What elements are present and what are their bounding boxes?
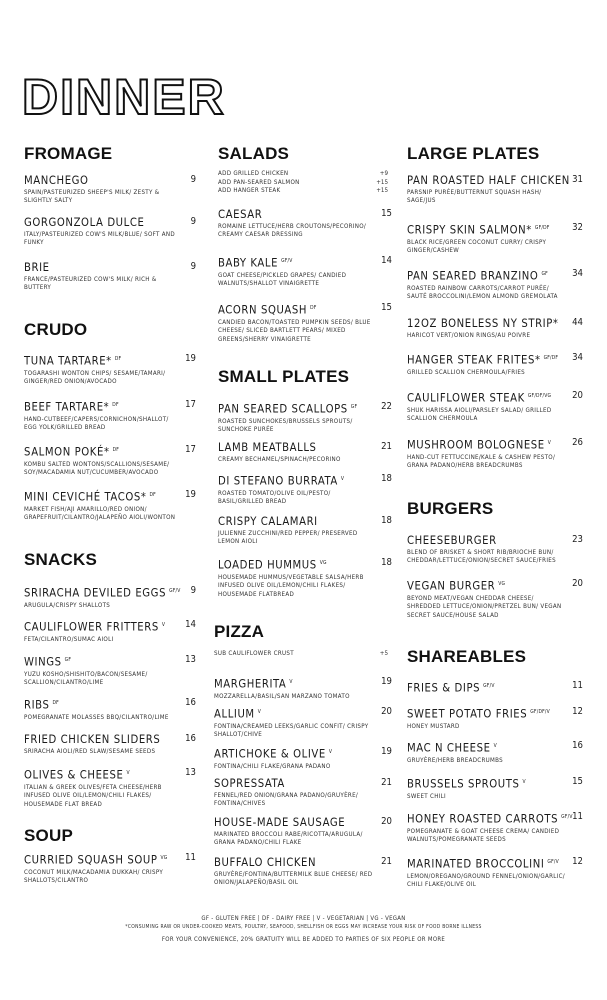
menu-item bbox=[24, 619, 196, 644]
menu-item-title: FRIES & DIPS bbox=[407, 681, 481, 695]
menu-item-price: 17 bbox=[185, 399, 196, 410]
menu-item-title: MANCHEGO bbox=[24, 174, 89, 187]
menu-item-description: BEYOND MEAT/VEGAN CHEDDAR CHEESE/ SHREDDED LETTUCE/ONION/PRETZEL BUN/ VEGAN SECRET SAUCE/HOUSE SALAD bbox=[407, 594, 562, 619]
dietary-tag: GF/V bbox=[483, 683, 495, 689]
menu-item bbox=[407, 680, 583, 695]
menu-item-description: PARSNIP PURÉE/BUTTERNUT SQUASH HASH/ SAGE/JUS bbox=[407, 189, 542, 205]
menu-item-price: 23 bbox=[572, 534, 583, 545]
menu-item-price: 11 bbox=[572, 811, 583, 822]
menu-item bbox=[214, 816, 392, 848]
menu-item bbox=[24, 174, 196, 206]
dietary-tag: V bbox=[547, 440, 552, 446]
section-heading-crudo: CRUDO bbox=[24, 320, 88, 339]
menu-item bbox=[214, 746, 392, 771]
menu-item bbox=[218, 441, 392, 464]
gratuity-note: FOR YOUR CONVENIENCE, 20% GRATUITY WILL BE ADDED TO PARTIES OF SIX PEOPLE OR MORE bbox=[161, 936, 446, 943]
menu-item-price: 16 bbox=[572, 740, 583, 751]
menu-item-description: FRANCE/PASTEURIZED COW'S MILK/ RICH & BUTTERY bbox=[24, 276, 157, 292]
menu-item-title: MARINATED BROCCOLINI bbox=[407, 857, 545, 871]
menu-item-title: BUFFALO CHICKEN bbox=[214, 856, 317, 869]
menu-item-title: HANGER STEAK FRITES* bbox=[407, 353, 541, 367]
menu-item-title: TUNA TARTARE* bbox=[24, 354, 112, 368]
menu-item bbox=[218, 255, 392, 289]
menu-item bbox=[407, 776, 583, 801]
menu-item-title: SALMON POKÉ* bbox=[24, 445, 110, 459]
menu-item-description: MARKET FISH/AJI AMARILLO/RED ONION/ GRAPEFRUIT/CILANTRO/JALAPEÑO AIOLI/WONTON bbox=[24, 505, 176, 522]
menu-item bbox=[407, 706, 583, 731]
menu-item-description: LEMON/OREGANO/GROUND FENNEL/ONION/GARLIC/ CHILI FLAKE/OLIVE OIL bbox=[407, 872, 565, 889]
menu-item-title: SOPRESSATA bbox=[214, 777, 285, 790]
dietary-tag: VG bbox=[319, 560, 327, 566]
dietary-tag: DF bbox=[52, 700, 59, 706]
menu-item-description: ITALY/PASTEURIZED COW'S MILK/BLUE/ SOFT AND FUNKY bbox=[24, 231, 175, 247]
menu-item-title: MUSHROOM BOLOGNESE bbox=[407, 438, 545, 452]
dietary-tag: GF/DF bbox=[543, 355, 559, 361]
menu-item bbox=[407, 222, 583, 256]
menu-item-price: 22 bbox=[381, 401, 392, 412]
dietary-tag: GF/DF/VG bbox=[527, 393, 552, 399]
menu-item-description: MOZZARELLA/BASIL/SAN MARZANO TOMATO bbox=[214, 692, 350, 700]
menu-item-title: MAC N CHEESE bbox=[407, 741, 491, 755]
menu-item-price: 34 bbox=[572, 352, 583, 363]
menu-item bbox=[407, 578, 583, 620]
menu-item-price: 16 bbox=[185, 733, 196, 744]
menu-item bbox=[218, 557, 392, 599]
menu-item-price: 21 bbox=[381, 777, 392, 788]
menu-item bbox=[24, 353, 196, 387]
menu-item-title: HONEY ROASTED CARROTS bbox=[407, 812, 559, 826]
menu-item bbox=[24, 444, 196, 478]
dietary-tag: GF/DF/V bbox=[530, 709, 550, 715]
menu-item-description: BLACK RICE/GREEN COCONUT CURRY/ CRISPY GINGER/CASHEW bbox=[407, 238, 547, 255]
menu-item-description: JULIENNE ZUCCHINI/RED PEPPER/ PRESERVED LEMON AIOLI bbox=[218, 530, 358, 546]
menu-item bbox=[407, 317, 583, 340]
menu-item-title: SRIRACHA DEVILED EGGS bbox=[24, 586, 167, 600]
section-heading-pizza: PIZZA bbox=[214, 622, 265, 641]
menu-item bbox=[218, 401, 392, 435]
menu-item bbox=[214, 777, 392, 809]
menu-item-description: GRUYÈRE/FONTINA/BUTTERMILK BLUE CHEESE/ RED ONION/JALAPEÑO/BASIL OIL bbox=[214, 871, 373, 887]
menu-item-description: FONTINA/CHILI FLAKE/GRANA PADANO bbox=[214, 762, 331, 770]
menu-item bbox=[218, 302, 392, 344]
dietary-tag: DF bbox=[114, 356, 122, 362]
menu-item-price: 9 bbox=[190, 174, 196, 185]
menu-item-price: 9 bbox=[190, 216, 196, 227]
menu-item-price: 34 bbox=[572, 268, 583, 279]
menu-item-price: 15 bbox=[381, 208, 392, 219]
menu-item-title: ALLIUM bbox=[214, 707, 255, 721]
dietary-legend: GF - GLUTEN FREE | DF - DAIRY FREE | V - VEGETARIAN | VG - VEGAN bbox=[201, 915, 406, 922]
menu-item-description: GRUYÈRE/HERB BREADCRUMBS bbox=[407, 756, 503, 764]
menu-item-description: TOGARASHI WONTON CHIPS/ SESAME/TAMARI/ GINGER/RED ONION/AVOCADO bbox=[24, 369, 166, 386]
dietary-tag: GF/V bbox=[169, 588, 181, 594]
raw-food-warning: *CONSUMING RAW OR UNDER-COOKED MEATS, POULTRY, SEAFOOD, SHELLFISH OR EGGS MAY INCREASE YOUR RISK OF FOOD BORNE ILLNESS bbox=[125, 924, 482, 930]
menu-item-price: 11 bbox=[572, 680, 583, 691]
salad-addon-steak: ADD HANGER STEAK bbox=[218, 187, 281, 194]
menu-item-title: GORGONZOLA DULCE bbox=[24, 216, 145, 229]
menu-item bbox=[218, 515, 392, 547]
menu-item-price: 20 bbox=[572, 578, 583, 589]
menu-item-title: CURRIED SQUASH SOUP bbox=[24, 853, 158, 867]
menu-item-description: GRILLED SCALLION CHERMOULA/FRIES bbox=[407, 368, 525, 376]
salad-addon-steak-price: +15 bbox=[376, 187, 388, 194]
menu-item bbox=[24, 654, 196, 688]
menu-item-description: HAND-CUT FETTUCCINE/KALE & CASHEW PESTO/ GRANA PADANO/HERB BREADCRUMBS bbox=[407, 453, 556, 470]
menu-item bbox=[24, 216, 196, 248]
menu-item bbox=[24, 767, 196, 809]
menu-item-description: ROMAINE LETTUCE/HERB CROUTONS/PECORINO/ CREAMY CAESAR DRESSING bbox=[218, 223, 367, 239]
dietary-tag: GF/V bbox=[561, 814, 573, 820]
menu-item bbox=[407, 390, 583, 424]
section-heading-fromage: FROMAGE bbox=[24, 144, 113, 163]
menu-item bbox=[214, 676, 392, 701]
dietary-tag: V bbox=[493, 743, 497, 749]
menu-item-description: HONEY MUSTARD bbox=[407, 722, 460, 730]
menu-item-price: 9 bbox=[190, 261, 196, 272]
pizza-addon-cauliflower-price: +5 bbox=[379, 650, 388, 657]
pizza-addon-cauliflower: SUB CAULIFLOWER CRUST bbox=[214, 650, 294, 657]
menu-item-price: 18 bbox=[381, 515, 392, 526]
dietary-tag: GF/DF bbox=[534, 225, 550, 231]
menu-item-description: COCONUT MILK/MACADAMIA DUKKAH/ CRISPY SHALLOTS/CILANTRO bbox=[24, 868, 164, 885]
menu-item-title: CRISPY SKIN SALMON* bbox=[407, 223, 532, 237]
dietary-tag: DF bbox=[112, 402, 119, 408]
menu-item-description: POMEGRANATE MOLASSES BBQ/CILANTRO/LIME bbox=[24, 713, 169, 721]
menu-item-price: 19 bbox=[185, 489, 196, 500]
dietary-tag: GF bbox=[64, 657, 72, 663]
menu-item-price: 18 bbox=[381, 473, 392, 484]
menu-title: DINNER bbox=[22, 69, 226, 125]
dietary-tag: DF bbox=[310, 305, 317, 311]
menu-item-price: 21 bbox=[381, 441, 392, 452]
menu-item-title: CHEESEBURGER bbox=[407, 534, 497, 547]
menu-item-price: 18 bbox=[381, 557, 392, 568]
section-heading-burgers: BURGERS bbox=[407, 499, 494, 518]
menu-item-title: MINI CEVICHÉ TACOS* bbox=[24, 490, 147, 504]
menu-item-title: PAN SEARED SCALLOPS bbox=[218, 402, 348, 416]
menu-item-price: 12 bbox=[572, 856, 583, 867]
menu-item-description: SRIRACHA AIOLI/RED SLAW/SESAME SEEDS bbox=[24, 748, 156, 755]
menu-item-title: PAN SEARED BRANZINO bbox=[407, 269, 539, 283]
menu-item bbox=[407, 268, 583, 302]
menu-item-price: 17 bbox=[185, 444, 196, 455]
salad-addon-salmon-price: +15 bbox=[376, 178, 388, 186]
menu-item bbox=[24, 585, 196, 610]
menu-item-title: HOUSE-MADE SAUSAGE bbox=[214, 816, 346, 829]
menu-item-price: 14 bbox=[381, 255, 392, 266]
menu-item-description: YUZU KOSHO/SHISHITO/BACON/SESAME/ SCALLION/CILANTRO/LIME bbox=[24, 670, 148, 687]
menu-item-title: BABY KALE bbox=[218, 256, 279, 270]
menu-item-title: RIBS bbox=[24, 698, 50, 712]
dietary-tag: VG bbox=[498, 581, 506, 587]
menu-item-price: 19 bbox=[185, 353, 196, 364]
section-heading-soup: SOUP bbox=[24, 826, 73, 845]
menu-item-title: BRIE bbox=[24, 261, 50, 274]
menu-item-price: 13 bbox=[185, 767, 196, 778]
menu-item-title: CAULIFLOWER FRITTERS bbox=[24, 620, 159, 634]
salad-addon-chicken: ADD GRILLED CHICKEN bbox=[218, 170, 289, 177]
menu-item-price: 12 bbox=[572, 706, 583, 717]
menu-item bbox=[407, 534, 583, 566]
dietary-tag: V bbox=[161, 622, 166, 628]
menu-item-description: FETA/CILANTRO/SUMAC AIOLI bbox=[24, 635, 114, 643]
menu-item-price: 21 bbox=[381, 856, 392, 867]
menu-item-price: 31 bbox=[572, 174, 583, 185]
menu-item-description: GOAT CHEESE/PICKLED GRAPES/ CANDIED WALNUTS/SHALLOT VINAIGRETTE bbox=[218, 271, 347, 288]
menu-item-price: 20 bbox=[381, 706, 392, 717]
menu-item-title: CRISPY CALAMARI bbox=[218, 515, 318, 528]
menu-item-title: 12OZ BONELESS NY STRIP* bbox=[407, 317, 559, 330]
dietary-tag: V bbox=[328, 749, 333, 755]
menu-item-price: 15 bbox=[381, 302, 392, 313]
section-heading-small-plates: SMALL PLATES bbox=[218, 367, 350, 386]
menu-item-title: PAN ROASTED HALF CHICKEN bbox=[407, 174, 570, 187]
menu-item-title: LAMB MEATBALLS bbox=[218, 441, 317, 454]
menu-item-price: 15 bbox=[572, 776, 583, 787]
salad-addon-chicken-price: +9 bbox=[379, 170, 388, 177]
menu-item-description: HOUSEMADE HUMMUS/VEGETABLE SALSA/HERB INFUSED OLIVE OIL/LEMON/CHILI FLAKES/ HOUSEMADE FLATBREAD bbox=[218, 573, 364, 598]
menu-item-description: ROASTED RAINBOW CARROTS/CARROT PURÉE/ SAUTÉ BROCCOLINI/LEMON ALMOND GREMOLATA bbox=[407, 284, 558, 301]
menu-item-price: 20 bbox=[381, 816, 392, 827]
dietary-tag: DF bbox=[149, 492, 156, 498]
dietary-tag: VG bbox=[160, 855, 168, 861]
menu-item-title: CAESAR bbox=[218, 208, 263, 221]
section-heading-large-plates: LARGE PLATES bbox=[407, 144, 540, 163]
salad-addon-salmon: ADD PAN-SEARED SALMON bbox=[218, 178, 300, 186]
menu-item-price: 19 bbox=[381, 746, 392, 757]
menu-item-description: ITALIAN & GREEK OLIVES/FETA CHEESE/HERB INFUSED OLIVE OIL/LEMON/CHILI FLAKES/ HOUSEMADE FLAT BREAD bbox=[24, 783, 162, 808]
menu-item-title: VEGAN BURGER bbox=[407, 579, 496, 593]
dietary-tag: GF/V bbox=[547, 859, 559, 865]
menu-item-title: ACORN SQUASH bbox=[218, 303, 308, 317]
menu-item-description: KOMBU SALTED WONTONS/SCALLIONS/SESAME/ SOY/MACADAMIA NUT/CUCUMBER/AVOCADO bbox=[24, 460, 170, 477]
menu-item bbox=[407, 174, 583, 206]
menu-item bbox=[407, 856, 583, 890]
menu-item bbox=[407, 811, 583, 845]
menu-item-description: ARUGULA/CRISPY SHALLOTS bbox=[24, 601, 111, 609]
menu-item-description: FENNEL/RED ONION/GRANA PADANO/GRUYÈRE/ FONTINA/CHIVES bbox=[214, 792, 359, 808]
menu-item-description: MARINATED BROCCOLI RABE/RICOTTA/ARUGULA/ GRANA PADANO/CHILI FLAKE bbox=[214, 831, 363, 847]
menu-item-title: LOADED HUMMUS bbox=[218, 558, 317, 572]
menu-item bbox=[218, 473, 392, 507]
menu-item-price: 44 bbox=[572, 317, 583, 328]
dietary-tag: V bbox=[257, 709, 261, 715]
menu-item bbox=[24, 261, 196, 293]
menu-item-title: BRUSSELS SPROUTS bbox=[407, 777, 520, 791]
menu-item-description: SPAIN/PASTEURIZED SHEEP'S MILK/ ZESTY & SLIGHTLY SALTY bbox=[24, 189, 160, 205]
menu-item bbox=[218, 208, 392, 240]
menu-item-description: HARICOT VERT/ONION RINGS/AU POIVRE bbox=[407, 332, 531, 339]
menu-item-price: 32 bbox=[572, 222, 583, 233]
menu-item bbox=[24, 697, 196, 722]
menu-item-title: FRIED CHICKEN SLIDERS bbox=[24, 733, 161, 746]
menu-item-description: CREAMY BECHAMEL/SPINACH/PECORINO bbox=[218, 456, 341, 463]
section-heading-shareables: SHAREABLES bbox=[407, 647, 527, 666]
menu-item-price: 19 bbox=[381, 676, 392, 687]
menu-item-title: BEEF TARTARE* bbox=[24, 400, 110, 414]
menu-item bbox=[214, 706, 392, 740]
menu-item bbox=[407, 437, 583, 471]
dietary-tag: V bbox=[126, 770, 130, 776]
menu-item-price: 14 bbox=[185, 619, 196, 630]
menu-item-title: MARGHERITA bbox=[214, 677, 287, 691]
dietary-tag: V bbox=[522, 779, 526, 785]
menu-item-price: 13 bbox=[185, 654, 196, 665]
menu-item-title: DI STEFANO BURRATA bbox=[218, 474, 338, 488]
menu-item-description: SHUK HARISSA AIOLI/PARSLEY SALAD/ GRILLED SCALLION CHERMOULA bbox=[407, 406, 552, 423]
menu-item-description: POMEGRANATE & GOAT CHEESE CREMA/ CANDIED WALNUTS/POMEGRANATE SEEDS bbox=[407, 827, 560, 844]
dietary-tag: DF bbox=[112, 447, 120, 453]
menu-item bbox=[24, 733, 196, 756]
dietary-tag: V bbox=[340, 476, 345, 482]
menu-item-price: 9 bbox=[190, 585, 196, 596]
menu-item-description: FONTINA/CREAMED LEEKS/GARLIC CONFIT/ CRISPY SHALLOT/CHIVE bbox=[214, 722, 369, 739]
menu-item-price: 26 bbox=[572, 437, 583, 448]
menu-item bbox=[24, 852, 196, 886]
menu-item bbox=[407, 740, 583, 765]
menu-item-price: 16 bbox=[185, 697, 196, 708]
menu-item-title: OLIVES & CHEESE bbox=[24, 768, 124, 782]
menu-item-title: CAULIFLOWER STEAK bbox=[407, 391, 525, 405]
menu-item-description: SWEET CHILI bbox=[407, 792, 446, 800]
menu-item-price: 11 bbox=[185, 852, 196, 863]
section-heading-snacks: SNACKS bbox=[24, 550, 97, 569]
dietary-tag: GF/V bbox=[281, 258, 293, 264]
menu-item-description: ROASTED SUNCHOKES/BRUSSELS SPROUTS/ SUNCHOKE PURÉE bbox=[218, 417, 353, 434]
menu-item-title: ARTICHOKE & OLIVE bbox=[214, 747, 326, 761]
menu-item bbox=[24, 399, 196, 433]
menu-item-price: 20 bbox=[572, 390, 583, 401]
dietary-tag: GF bbox=[541, 271, 548, 277]
dietary-tag: GF bbox=[350, 404, 358, 410]
menu-item bbox=[24, 489, 196, 523]
menu-item bbox=[214, 856, 392, 888]
menu-item-description: ROASTED TOMATO/OLIVE OIL/PESTO/ BASIL/GRILLED BREAD bbox=[218, 489, 331, 506]
menu-item-description: HAND-CUTBEEF/CAPERS/CORNICHON/SHALLOT/ EGG YOLK/GRILLED BREAD bbox=[24, 415, 169, 432]
menu-item-description: BLEND OF BRISKET & SHORT RIB/BRIOCHE BUN/ CHEDDAR/LETTUCE/ONION/SECRET SAUCE/FRIES bbox=[407, 549, 556, 565]
menu-item-title: WINGS bbox=[24, 655, 62, 669]
menu-item-title: SWEET POTATO FRIES bbox=[407, 707, 528, 721]
dietary-tag: V bbox=[289, 679, 293, 685]
menu-item bbox=[407, 352, 583, 377]
section-heading-salads: SALADS bbox=[218, 144, 290, 163]
menu-item-description: CANDIED BACON/TOASTED PUMPKIN SEEDS/ BLUE CHEESE/ SLICED BARTLETT PEARS/ MIXED GREENS/SHERRY VINAIGRETTE bbox=[218, 318, 371, 343]
